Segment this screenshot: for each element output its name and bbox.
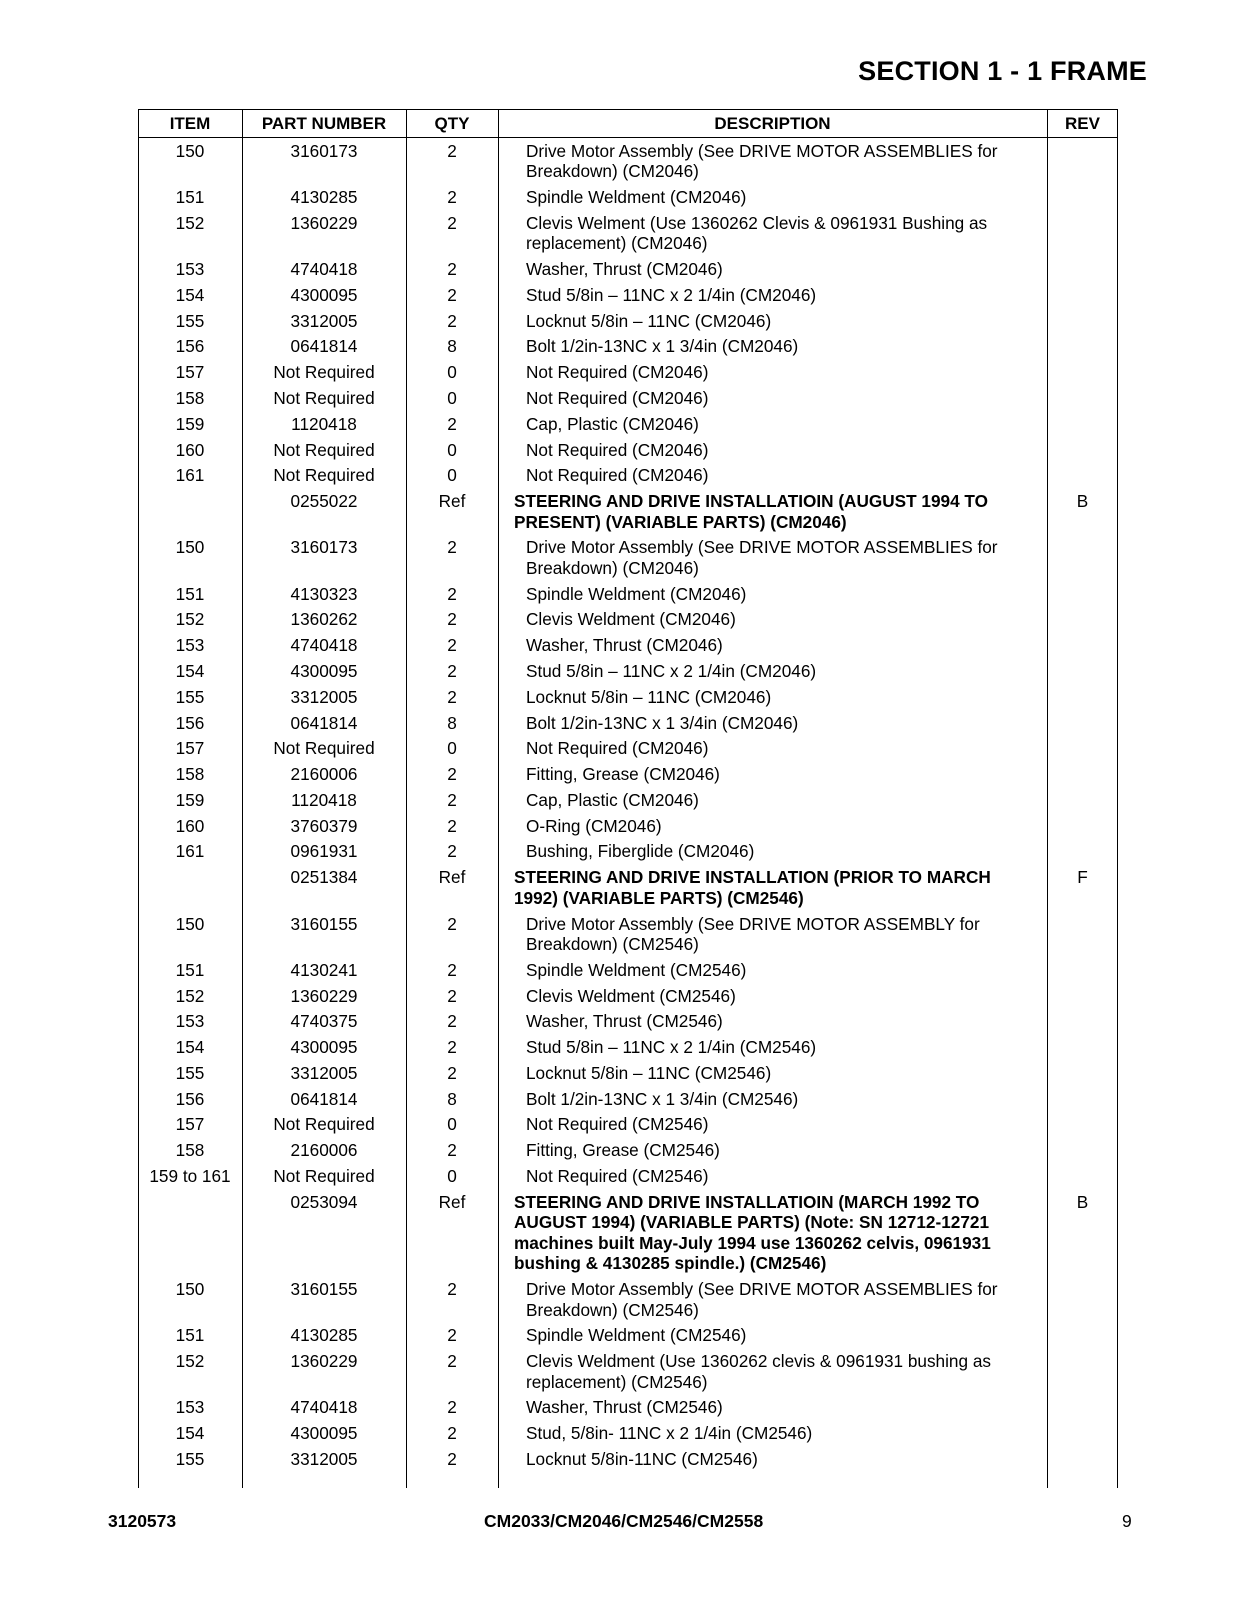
description-cell: Washer, Thrust (CM2046) xyxy=(526,259,723,280)
table-row xyxy=(138,658,1118,684)
description-cell: Bolt 1/2in-13NC x 1 3/4in (CM2046) xyxy=(526,712,799,733)
part-number-cell: 1360229 xyxy=(290,212,358,233)
section-title: SECTION 1 - 1 FRAME xyxy=(858,56,1147,86)
part-number-cell: 0251384 xyxy=(290,867,358,888)
rev-cell xyxy=(1047,1089,1118,1110)
item-cell: 159 xyxy=(175,789,205,810)
rev-cell xyxy=(1047,1351,1118,1392)
qty-cell: 0 xyxy=(447,465,457,486)
rev-cell xyxy=(1047,1037,1118,1058)
item-cell: 154 xyxy=(175,284,205,305)
description-cell: Bolt 1/2in-13NC x 1 3/4in (CM2546) xyxy=(526,1088,799,1109)
item-cell: 161 xyxy=(175,841,205,862)
qty-cell: 8 xyxy=(447,1088,457,1109)
description-cell: Spindle Weldment (CM2046) xyxy=(526,186,747,207)
part-number-cell: 4300095 xyxy=(290,1037,358,1058)
item-cell: 160 xyxy=(175,815,205,836)
qty-cell: 0 xyxy=(447,738,457,759)
part-number-cell: 0961931 xyxy=(290,841,358,862)
table-row xyxy=(138,334,1118,360)
rev-cell xyxy=(1047,635,1118,656)
part-number-cell: 1360229 xyxy=(290,985,358,1006)
qty-cell: 2 xyxy=(447,789,457,810)
item-cell: 157 xyxy=(175,1114,205,1135)
item-cell: 150 xyxy=(175,1279,205,1300)
item-cell: 152 xyxy=(175,1351,205,1372)
part-number-cell: 3312005 xyxy=(290,1449,358,1469)
item-cell: 158 xyxy=(175,764,205,785)
description-cell: Locknut 5/8in-11NC (CM2546) xyxy=(526,1449,758,1469)
rev-cell xyxy=(1047,362,1118,383)
qty-cell: 2 xyxy=(447,1449,457,1469)
rev-cell xyxy=(1047,986,1118,1007)
table-row xyxy=(138,1086,1118,1112)
part-number-cell: 3160155 xyxy=(290,913,358,934)
part-number-cell: Not Required xyxy=(273,465,375,486)
item-cell: 150 xyxy=(175,140,205,161)
table-row xyxy=(138,736,1118,762)
description-cell: Locknut 5/8in – 11NC (CM2046) xyxy=(526,310,772,331)
description-cell: Cap, Plastic (CM2046) xyxy=(526,789,699,810)
item-cell: 156 xyxy=(175,712,205,733)
qty-cell: Ref xyxy=(438,491,466,512)
rev-cell xyxy=(1047,914,1118,955)
description-cell: Drive Motor Assembly (See DRIVE MOTOR ASSEMBLIES for Breakdown) (CM2046) xyxy=(526,537,998,578)
table-row xyxy=(138,1395,1118,1421)
item-cell: 154 xyxy=(175,1037,205,1058)
column-divider xyxy=(1047,110,1048,1488)
part-number-cell: Not Required xyxy=(273,738,375,759)
item-cell: 157 xyxy=(175,738,205,759)
table-row-assembly xyxy=(138,488,1118,534)
column-header-description: DESCRIPTION xyxy=(714,113,831,133)
qty-cell: 2 xyxy=(447,284,457,305)
column-divider xyxy=(406,110,407,1488)
description-cell: STEERING AND DRIVE INSTALLATIOIN (MARCH 1992 TO AUGUST 1994) (VARIABLE PARTS) (Note: SN 12712-12721 machines built May-July 1994 use 1360262 celvis, 0961931 bushing & 4130285 spindle.) (CM2546) xyxy=(514,1191,991,1274)
table-row xyxy=(138,1034,1118,1060)
rev-cell xyxy=(1047,609,1118,630)
rev-cell xyxy=(1047,1449,1118,1470)
rev-cell xyxy=(1047,790,1118,811)
parts-table xyxy=(138,109,1118,1472)
rev-cell xyxy=(1047,584,1118,605)
table-row xyxy=(138,385,1118,411)
item-cell: 158 xyxy=(175,387,205,408)
part-number-cell: 1360262 xyxy=(290,609,358,630)
qty-cell: 2 xyxy=(447,841,457,862)
rev-cell xyxy=(1047,311,1118,332)
table-row xyxy=(138,1112,1118,1138)
qty-cell: 8 xyxy=(447,336,457,357)
item-cell: 159 xyxy=(175,413,205,434)
table-row xyxy=(138,463,1118,489)
rev-cell xyxy=(1047,213,1118,254)
description-cell: Washer, Thrust (CM2046) xyxy=(526,635,723,656)
page-number: 9 xyxy=(1122,1511,1132,1531)
description-cell: STEERING AND DRIVE INSTALLATIOIN (AUGUST 1994 TO PRESENT) (VARIABLE PARTS) (CM2046) xyxy=(514,491,988,532)
table-row xyxy=(138,1276,1118,1322)
item-cell: 161 xyxy=(175,465,205,486)
item-cell: 159 to 161 xyxy=(149,1166,231,1187)
description-cell: Washer, Thrust (CM2546) xyxy=(526,1397,723,1418)
rev-cell xyxy=(1047,841,1118,862)
item-cell: 153 xyxy=(175,1011,205,1032)
qty-cell: 2 xyxy=(447,310,457,331)
description-cell: Drive Motor Assembly (See DRIVE MOTOR ASSEMBLIES for Breakdown) (CM2046) xyxy=(526,140,998,182)
rev-cell xyxy=(1047,1140,1118,1161)
part-number-cell: 0641814 xyxy=(290,1088,358,1109)
qty-cell: 2 xyxy=(447,764,457,785)
qty-cell: 2 xyxy=(447,609,457,630)
column-divider xyxy=(498,110,499,1488)
table-row xyxy=(138,633,1118,659)
qty-cell: 2 xyxy=(447,1325,457,1346)
item-cell: 156 xyxy=(175,336,205,357)
column-header-rev: REV xyxy=(1065,113,1100,133)
qty-cell: Ref xyxy=(438,1191,466,1212)
rev-cell xyxy=(1047,336,1118,357)
item-cell: 155 xyxy=(175,1062,205,1083)
table-row xyxy=(138,1163,1118,1189)
qty-cell: 2 xyxy=(447,259,457,280)
part-number-cell: Not Required xyxy=(273,1166,375,1187)
qty-cell: 2 xyxy=(447,660,457,681)
rev-cell xyxy=(1047,1279,1118,1320)
rev-cell xyxy=(1047,960,1118,981)
item-cell xyxy=(138,867,242,908)
description-cell: Not Required (CM2546) xyxy=(526,1166,709,1187)
part-number-cell: 3160173 xyxy=(290,537,358,558)
item-cell: 152 xyxy=(175,609,205,630)
part-number-cell: 4300095 xyxy=(290,1423,358,1444)
description-cell: Bushing, Fiberglide (CM2046) xyxy=(526,841,755,862)
rev-cell xyxy=(1047,259,1118,280)
qty-cell: 2 xyxy=(447,140,457,161)
rev-cell xyxy=(1047,1325,1118,1346)
part-number-cell: 4130241 xyxy=(290,959,358,980)
item-cell: 151 xyxy=(175,959,205,980)
part-number-cell: 4740418 xyxy=(290,259,358,280)
table-row xyxy=(138,911,1118,957)
description-cell: Not Required (CM2546) xyxy=(526,1114,709,1135)
table-row xyxy=(138,813,1118,839)
description-cell: Stud 5/8in – 11NC x 2 1/4in (CM2046) xyxy=(526,284,817,305)
qty-cell: 2 xyxy=(447,212,457,233)
item-cell xyxy=(138,1192,242,1274)
description-cell: Fitting, Grease (CM2046) xyxy=(526,764,720,785)
table-row xyxy=(138,1446,1118,1472)
qty-cell: 2 xyxy=(447,1011,457,1032)
part-number-cell: 3160173 xyxy=(290,140,358,161)
table-row xyxy=(138,957,1118,983)
qty-cell: 2 xyxy=(447,985,457,1006)
item-cell: 150 xyxy=(175,537,205,558)
rev-cell xyxy=(1047,187,1118,208)
table-row-assembly xyxy=(138,1189,1118,1276)
qty-cell: 8 xyxy=(447,712,457,733)
table-row xyxy=(138,1323,1118,1349)
part-number-cell: 0255022 xyxy=(290,491,358,512)
item-cell: 154 xyxy=(175,660,205,681)
item-cell xyxy=(138,491,242,532)
item-cell: 160 xyxy=(175,439,205,460)
table-row xyxy=(138,535,1118,581)
qty-cell: 0 xyxy=(447,1114,457,1135)
description-cell: Clevis Weldment (CM2046) xyxy=(526,609,736,630)
qty-cell: 0 xyxy=(447,439,457,460)
qty-cell: 2 xyxy=(447,1037,457,1058)
description-cell: Not Required (CM2046) xyxy=(526,465,709,486)
table-border-right xyxy=(1117,110,1118,1488)
rev-cell xyxy=(1047,537,1118,578)
description-cell: Stud 5/8in – 11NC x 2 1/4in (CM2546) xyxy=(526,1037,817,1058)
description-cell: Clevis Welment (Use 1360262 Clevis & 0961931 Bushing as replacement) (CM2046) xyxy=(526,212,988,254)
item-cell: 151 xyxy=(175,186,205,207)
rev-cell xyxy=(1047,141,1118,182)
rev-cell xyxy=(1047,1166,1118,1187)
item-cell: 155 xyxy=(175,686,205,707)
item-cell: 151 xyxy=(175,1325,205,1346)
rev-cell xyxy=(1047,1063,1118,1084)
column-header-part-number: PART NUMBER xyxy=(261,113,387,133)
qty-cell: 2 xyxy=(447,913,457,934)
description-cell: STEERING AND DRIVE INSTALLATION (PRIOR TO MARCH 1992) (VARIABLE PARTS) (CM2546) xyxy=(514,867,991,908)
column-header-item: ITEM xyxy=(169,113,211,133)
part-number-cell: 0253094 xyxy=(290,1191,358,1212)
part-number-cell: 4300095 xyxy=(290,660,358,681)
description-cell: Stud, 5/8in- 11NC x 2 1/4in (CM2546) xyxy=(526,1423,813,1444)
item-cell: 151 xyxy=(175,583,205,604)
description-cell: Drive Motor Assembly (See DRIVE MOTOR ASSEMBLY for Breakdown) (CM2546) xyxy=(526,913,980,954)
table-row xyxy=(138,1421,1118,1447)
rev-cell xyxy=(1047,661,1118,682)
table-border-left xyxy=(138,110,139,1488)
part-number-cell: Not Required xyxy=(273,362,375,383)
part-number-cell: 4740418 xyxy=(290,1397,358,1418)
qty-cell: 0 xyxy=(447,387,457,408)
part-number-cell: 1120418 xyxy=(291,413,357,434)
item-cell: 155 xyxy=(175,310,205,331)
item-cell: 154 xyxy=(175,1423,205,1444)
rev-cell: F xyxy=(1077,867,1088,888)
part-number-cell: 3760379 xyxy=(290,815,358,836)
description-cell: Not Required (CM2046) xyxy=(526,439,709,460)
table-row xyxy=(138,437,1118,463)
rev-cell xyxy=(1047,738,1118,759)
item-cell: 152 xyxy=(175,212,205,233)
table-row xyxy=(138,1009,1118,1035)
table-row xyxy=(138,282,1118,308)
qty-cell: 2 xyxy=(447,1140,457,1161)
table-row xyxy=(138,684,1118,710)
part-number-cell: 4130285 xyxy=(290,186,358,207)
part-number-cell: Not Required xyxy=(273,439,375,460)
table-row xyxy=(138,581,1118,607)
qty-cell: 2 xyxy=(447,537,457,558)
rev-cell: B xyxy=(1076,1191,1089,1212)
table-row xyxy=(138,411,1118,437)
rev-cell xyxy=(1047,414,1118,435)
document-number: 3120573 xyxy=(108,1511,177,1531)
table-row xyxy=(138,1348,1118,1394)
table-row xyxy=(138,983,1118,1009)
description-cell: Fitting, Grease (CM2546) xyxy=(526,1140,720,1161)
description-cell: Clevis Weldment (CM2546) xyxy=(526,985,736,1006)
item-cell: 153 xyxy=(175,635,205,656)
part-number-cell: Not Required xyxy=(273,387,375,408)
qty-cell: 2 xyxy=(447,635,457,656)
rev-cell xyxy=(1047,388,1118,409)
rev-cell xyxy=(1047,816,1118,837)
part-number-cell: 1120418 xyxy=(291,789,357,810)
part-number-cell: 3312005 xyxy=(290,310,358,331)
table-row xyxy=(138,787,1118,813)
item-cell: 150 xyxy=(175,913,205,934)
item-cell: 152 xyxy=(175,985,205,1006)
description-cell: Bolt 1/2in-13NC x 1 3/4in (CM2046) xyxy=(526,336,799,357)
item-cell: 153 xyxy=(175,259,205,280)
description-cell: Washer, Thrust (CM2546) xyxy=(526,1011,723,1032)
table-row xyxy=(138,359,1118,385)
rev-cell: B xyxy=(1076,491,1089,512)
description-cell: Stud 5/8in – 11NC x 2 1/4in (CM2046) xyxy=(526,660,817,681)
qty-cell: 0 xyxy=(447,1166,457,1187)
table-row xyxy=(138,184,1118,210)
qty-cell: 2 xyxy=(447,1279,457,1300)
part-number-cell: 0641814 xyxy=(290,336,358,357)
rev-cell xyxy=(1047,713,1118,734)
column-divider xyxy=(242,110,243,1488)
table-row xyxy=(138,138,1118,184)
table-row-assembly xyxy=(138,865,1118,911)
table-row xyxy=(138,308,1118,334)
table-row xyxy=(138,1138,1118,1164)
description-cell: Spindle Weldment (CM2546) xyxy=(526,959,747,980)
description-cell: Drive Motor Assembly (See DRIVE MOTOR ASSEMBLIES for Breakdown) (CM2546) xyxy=(526,1279,998,1320)
description-cell: Cap, Plastic (CM2046) xyxy=(526,413,699,434)
rev-cell xyxy=(1047,465,1118,486)
item-cell: 156 xyxy=(175,1088,205,1109)
item-cell: 157 xyxy=(175,362,205,383)
qty-cell: 2 xyxy=(447,1062,457,1083)
description-cell: Not Required (CM2046) xyxy=(526,738,709,759)
description-cell: Spindle Weldment (CM2546) xyxy=(526,1325,747,1346)
rev-cell xyxy=(1047,1011,1118,1032)
table-row xyxy=(138,1060,1118,1086)
rev-cell xyxy=(1047,440,1118,461)
table-body xyxy=(138,138,1118,1472)
item-cell: 155 xyxy=(175,1449,205,1469)
qty-cell: 2 xyxy=(447,686,457,707)
description-cell: Locknut 5/8in – 11NC (CM2046) xyxy=(526,686,772,707)
table-row xyxy=(138,710,1118,736)
part-number-cell: 1360229 xyxy=(290,1351,358,1372)
part-number-cell: 0641814 xyxy=(290,712,358,733)
rev-cell xyxy=(1047,1397,1118,1418)
qty-cell: 2 xyxy=(447,815,457,836)
rev-cell xyxy=(1047,1423,1118,1444)
table-row xyxy=(138,256,1118,282)
qty-cell: Ref xyxy=(438,867,466,888)
qty-cell: 2 xyxy=(447,413,457,434)
part-number-cell: 3160155 xyxy=(290,1279,358,1300)
qty-cell: 2 xyxy=(447,186,457,207)
rev-cell xyxy=(1047,285,1118,306)
rev-cell xyxy=(1047,764,1118,785)
part-number-cell: 2160006 xyxy=(290,764,358,785)
description-cell: Clevis Weldment (Use 1360262 clevis & 0961931 bushing as replacement) (CM2546) xyxy=(526,1351,991,1392)
table-row xyxy=(138,210,1118,256)
description-cell: Not Required (CM2046) xyxy=(526,387,709,408)
part-number-cell: 4740375 xyxy=(290,1011,358,1032)
part-number-cell: 4300095 xyxy=(290,284,358,305)
part-number-cell: 3312005 xyxy=(290,686,358,707)
table-row xyxy=(138,839,1118,865)
qty-cell: 0 xyxy=(447,362,457,383)
rev-cell xyxy=(1047,1114,1118,1135)
part-number-cell: 4130323 xyxy=(290,583,358,604)
part-number-cell: Not Required xyxy=(273,1114,375,1135)
column-header-qty: QTY xyxy=(434,113,470,133)
qty-cell: 2 xyxy=(447,959,457,980)
description-cell: Spindle Weldment (CM2046) xyxy=(526,583,747,604)
item-cell: 153 xyxy=(175,1397,205,1418)
part-number-cell: 4130285 xyxy=(290,1325,358,1346)
qty-cell: 2 xyxy=(447,1423,457,1444)
table-header xyxy=(138,110,1118,138)
model-list: CM2033/CM2046/CM2546/CM2558 xyxy=(484,1511,764,1531)
part-number-cell: 4740418 xyxy=(290,635,358,656)
rev-cell xyxy=(1047,687,1118,708)
qty-cell: 2 xyxy=(447,583,457,604)
description-cell: Not Required (CM2046) xyxy=(526,362,709,383)
part-number-cell: 2160006 xyxy=(290,1140,358,1161)
description-cell: O-Ring (CM2046) xyxy=(526,815,662,836)
part-number-cell: 3312005 xyxy=(290,1062,358,1083)
qty-cell: 2 xyxy=(447,1397,457,1418)
qty-cell: 2 xyxy=(447,1351,457,1372)
description-cell: Locknut 5/8in – 11NC (CM2546) xyxy=(526,1062,772,1083)
table-row xyxy=(138,607,1118,633)
table-row xyxy=(138,761,1118,787)
item-cell: 158 xyxy=(175,1140,205,1161)
